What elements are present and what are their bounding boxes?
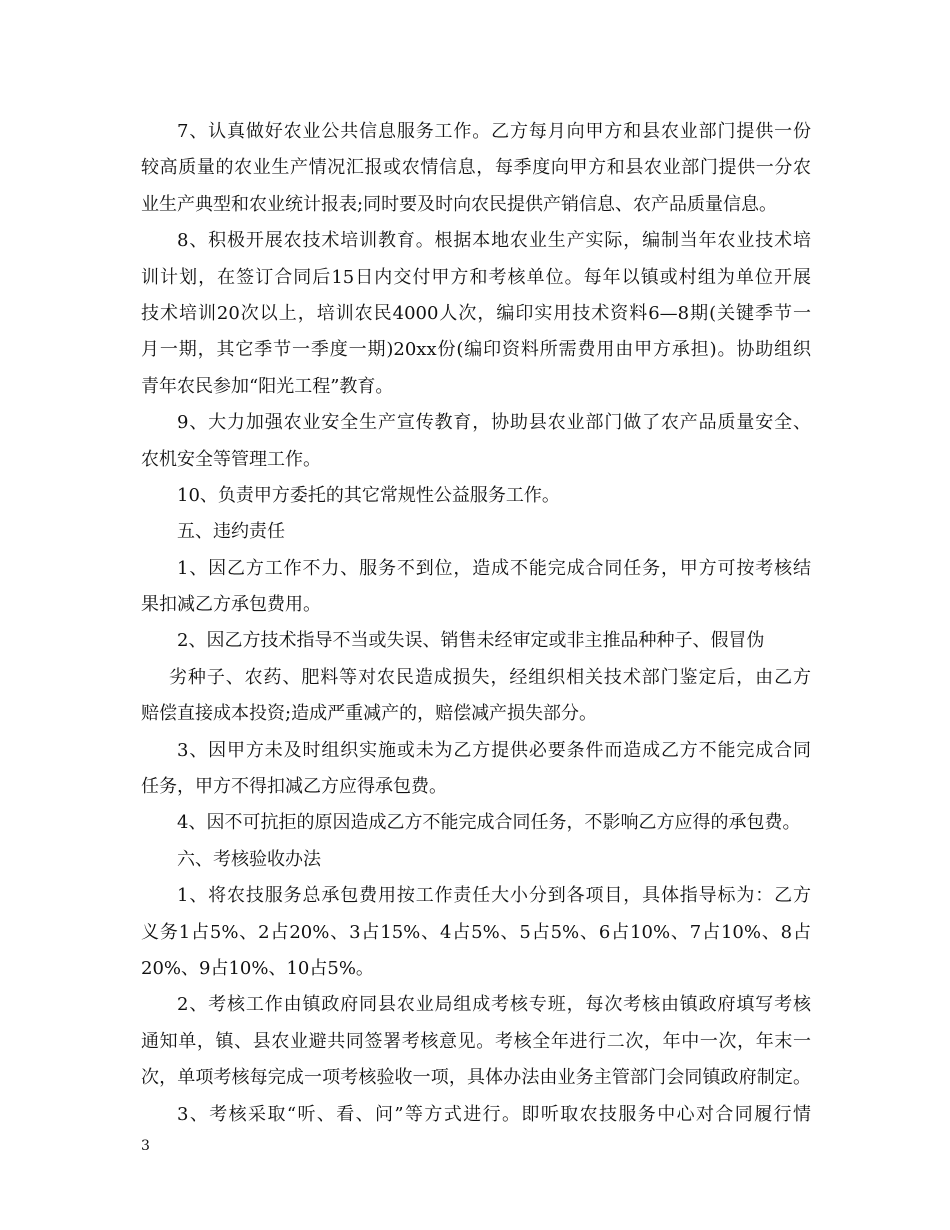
text-line: 劣种子、农药、肥料等对农民造成损失，经组织相关技术部门鉴定后，由乙方 bbox=[169, 666, 811, 688]
text-line: 7、认真做好农业公共信息服务工作。乙方每月向甲方和县农业部门提供一份 bbox=[177, 121, 811, 142]
text-line: 4、因不可抗拒的原因造成乙方不能完成合同任务，不影响乙方应得的承包费。 bbox=[177, 812, 801, 834]
text-line: 农机安全等管理工作。 bbox=[141, 448, 321, 470]
page-number: 3 bbox=[141, 1138, 150, 1154]
text-line: 2、考核工作由镇政府同县农业局组成考核专班，每次考核由镇政府填写考核 bbox=[177, 994, 811, 1016]
text-line: 次，单项考核每完成一项考核验收一项，具体办法由业务主管部门会同镇政府制定。 bbox=[141, 1067, 811, 1089]
text-line: 3、因甲方未及时组织实施或未为乙方提供必要条件而造成乙方不能完成合同 bbox=[177, 739, 811, 761]
text-line: 赔偿直接成本投资;造成严重减产的，赔偿减产损失部分。 bbox=[141, 703, 598, 725]
text-line: 技术培训20次以上，培训农民4000人次，编印实用技术资料6—8期(关键季节一 bbox=[141, 302, 811, 324]
text-line: 通知单，镇、县农业避共同签署考核意见。考核全年进行二次，年中一次，年末一 bbox=[141, 1030, 811, 1052]
text-line: 9、大力加强农业安全生产宣传教育，协助县农业部门做了农产品质量安全、 bbox=[177, 412, 811, 434]
text-line: 1、因乙方工作不力、服务不到位，造成不能完成合同任务，甲方可按考核结 bbox=[177, 557, 811, 579]
text-line: 2、因乙方技术指导不当或失误、销售未经审定或非主推品种种子、假冒伪 bbox=[177, 630, 765, 652]
text-line: 果扣减乙方承包费用。 bbox=[141, 594, 321, 616]
text-line: 训计划，在签订合同后15日内交付甲方和考核单位。每年以镇或村组为单位开展 bbox=[141, 266, 811, 288]
text-line: 月一期，其它季节一季度一期)20xx份(编印资料所需费用由甲方承担)。协助组织 bbox=[141, 339, 811, 361]
document-body bbox=[141, 114, 811, 1133]
text-line: 义务1占5%、2占20%、3占15%、4占5%、5占5%、6占10%、7占10%、8占 bbox=[141, 921, 811, 943]
text-line: 1、将农技服务总承包费用按工作责任大小分到各项目，具体指导标为：乙方 bbox=[177, 885, 811, 907]
text-line: 业生产典型和农业统计报表;同时要及时向农民提供产销信息、农产品质量信息。 bbox=[141, 193, 778, 215]
text-line: 任务，甲方不得扣减乙方应得承包费。 bbox=[141, 776, 447, 798]
text-line: 3、考核采取“听、看、问”等方式进行。即听取农技服务中心对合同履行情 bbox=[177, 1103, 811, 1125]
text-line: 五、违约责任 bbox=[177, 521, 285, 543]
text-line: 8、积极开展农技术培训教育。根据本地农业生产实际，编制当年农业技术培 bbox=[177, 230, 811, 252]
text-line: 较高质量的农业生产情况汇报或农情信息，每季度向甲方和县农业部门提供一分农 bbox=[141, 157, 811, 179]
text-line: 10、负责甲方委托的其它常规性公益服务工作。 bbox=[177, 484, 560, 506]
text-line: 20%、9占10%、10占5%。 bbox=[141, 957, 374, 979]
text-line: 青年农民参加“阳光工程”教育。 bbox=[141, 375, 394, 397]
text-line: 六、考核验收办法 bbox=[177, 848, 321, 870]
